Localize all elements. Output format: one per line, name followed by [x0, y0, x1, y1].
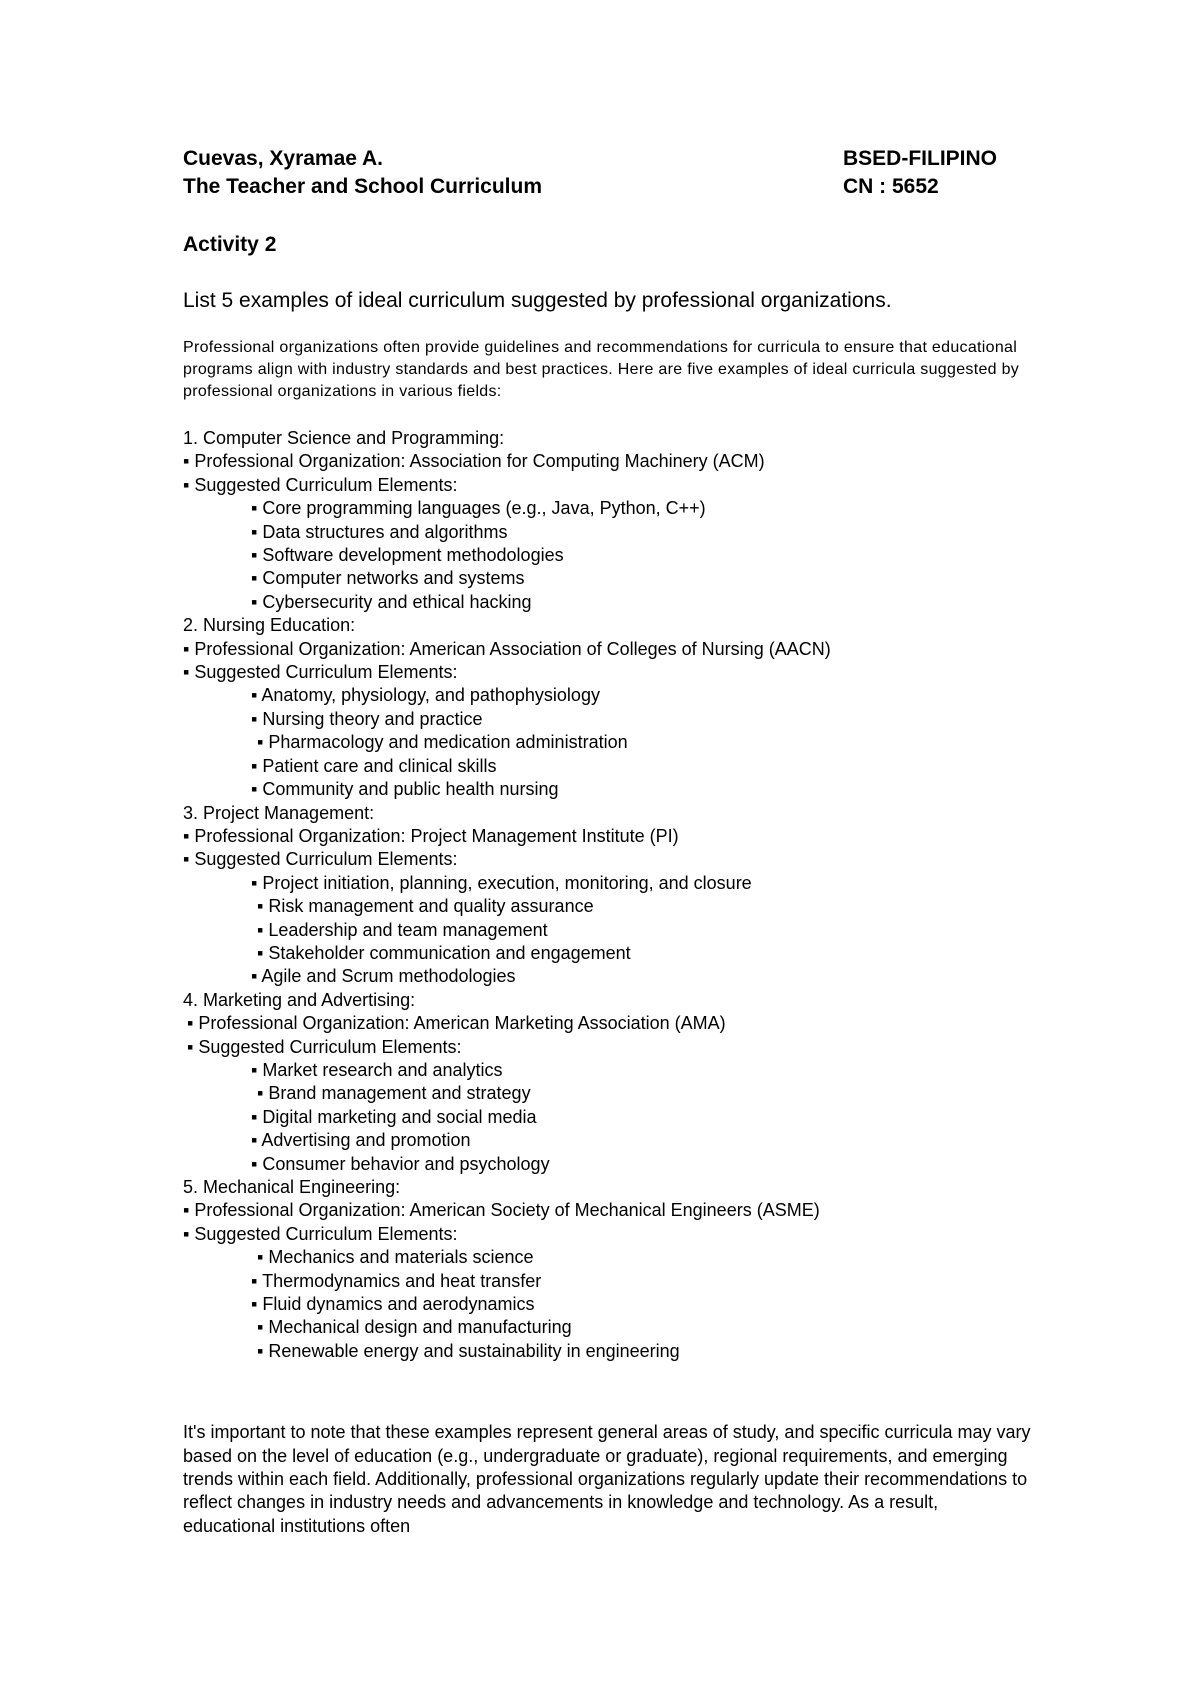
- element-text: Mechanical design and manufacturing: [268, 1317, 572, 1338]
- bullet-icon: ▪: [251, 708, 258, 729]
- bullet-icon: ▪: [251, 1294, 258, 1315]
- element-text: Stakeholder communication and engagement: [268, 942, 631, 963]
- element-text: Brand management and strategy: [268, 1083, 531, 1104]
- element-text: Project initiation, planning, execution, monitoring, and closure: [262, 872, 752, 893]
- bullet-icon: ▪: [251, 498, 258, 519]
- curriculum-element: [183, 567, 1043, 590]
- element-text: Renewable energy and sustainability in engineering: [268, 1340, 680, 1361]
- header-row-2: [183, 173, 1043, 201]
- curriculum-element: [183, 1270, 1043, 1293]
- curriculum-element: [183, 497, 1043, 520]
- section-title: 5. Mechanical Engineering:: [183, 1177, 401, 1197]
- element-text: Data structures and algorithms: [262, 521, 508, 542]
- closing-paragraph: It's important to note that these examples represent general areas of study, and specific curricula may vary based on the level of education (e.g., undergraduate or graduate), regional requirements, and emerging trends within each field. Additionally, professional organizations regularly update their recommendations to reflect changes in industry needs and advancements in knowledge and technology. As a result, educational institutions often: [183, 1422, 1031, 1536]
- bullet-icon: ▪: [251, 685, 258, 706]
- curriculum-element: [183, 1153, 1043, 1176]
- bullet-icon: ▪: [257, 1247, 264, 1268]
- bullet-icon: ▪: [251, 1106, 258, 1127]
- organization-text: Professional Organization: American Marketing Association (AMA): [198, 1013, 726, 1034]
- bullet-icon: ▪: [183, 474, 190, 495]
- elements-label-text: Suggested Curriculum Elements:: [198, 1036, 462, 1057]
- student-name: Cuevas, Xyramae A.: [183, 147, 384, 170]
- elements-label: [183, 848, 1043, 871]
- bullet-icon: ▪: [257, 896, 264, 917]
- header-row-1: [183, 145, 1043, 173]
- curriculum-element: [183, 1129, 1043, 1152]
- bullet-icon: ▪: [251, 1270, 258, 1291]
- question-text: List 5 examples of ideal curriculum suggested by professional organizations.: [183, 289, 892, 312]
- curriculum-element: [183, 778, 1043, 801]
- curriculum-element: [183, 1293, 1043, 1316]
- section-title: 3. Project Management:: [183, 802, 375, 823]
- bullet-icon: ▪: [183, 638, 190, 659]
- bullet-icon: ▪: [257, 919, 264, 940]
- organization-text: Professional Organization: Association for Computing Machinery (ACM): [194, 451, 765, 472]
- element-text: Cybersecurity and ethical hacking: [262, 591, 532, 612]
- element-text: Anatomy, physiology, and pathophysiology: [261, 685, 600, 706]
- section-organization: [183, 1012, 1043, 1035]
- element-text: Risk management and quality assurance: [268, 896, 594, 917]
- bullet-icon: ▪: [251, 779, 258, 800]
- organization-text: Professional Organization: American Society of Mechanical Engineers (ASME): [194, 1200, 820, 1221]
- bullet-icon: ▪: [257, 1340, 264, 1361]
- element-text: Digital marketing and social media: [262, 1106, 537, 1127]
- element-text: Software development methodologies: [262, 545, 564, 566]
- curriculum-element: [183, 521, 1043, 544]
- bullet-icon: ▪: [251, 1153, 258, 1174]
- curriculum-element: [183, 1059, 1043, 1082]
- curriculum-element: [183, 731, 1043, 754]
- bullet-icon: ▪: [257, 732, 264, 753]
- bullet-icon: ▪: [251, 545, 258, 566]
- curriculum-element: [183, 708, 1043, 731]
- element-text: Agile and Scrum methodologies: [261, 966, 516, 987]
- bullet-icon: ▪: [183, 1223, 190, 1244]
- elements-label: [183, 661, 1043, 684]
- element-text: Consumer behavior and psychology: [262, 1153, 550, 1174]
- curriculum-element: [183, 919, 1043, 942]
- bullet-icon: ▪: [251, 966, 258, 987]
- curriculum-element: [183, 755, 1043, 778]
- bullet-icon: ▪: [251, 591, 258, 612]
- bullet-icon: ▪: [251, 755, 258, 776]
- document-page: [183, 145, 1043, 1538]
- element-text: Computer networks and systems: [262, 568, 525, 589]
- element-text: Pharmacology and medication administration: [268, 732, 628, 753]
- element-text: Fluid dynamics and aerodynamics: [262, 1294, 535, 1315]
- element-text: Leadership and team management: [268, 919, 548, 940]
- element-text: Thermodynamics and heat transfer: [262, 1270, 542, 1291]
- curriculum-element: [183, 544, 1043, 567]
- section-title: 2. Nursing Education:: [183, 615, 356, 636]
- elements-label: [183, 1223, 1043, 1246]
- bullet-icon: ▪: [251, 521, 258, 542]
- curriculum-element: [183, 684, 1043, 707]
- curriculum-element: [183, 591, 1043, 614]
- bullet-icon: ▪: [187, 1036, 194, 1057]
- bullet-icon: ▪: [257, 1083, 264, 1104]
- element-text: Core programming languages (e.g., Java, Python, C++): [262, 498, 706, 519]
- bullet-icon: ▪: [183, 1200, 190, 1221]
- curriculum-element: [183, 1246, 1043, 1269]
- bullet-icon: ▪: [251, 568, 258, 589]
- section-organization: [183, 638, 1043, 661]
- activity-title: Activity 2: [183, 233, 277, 256]
- curriculum-element: [183, 1340, 1043, 1363]
- elements-label-text: Suggested Curriculum Elements:: [194, 1223, 458, 1244]
- bullet-icon: ▪: [251, 1059, 258, 1080]
- bullet-icon: ▪: [257, 942, 264, 963]
- course-title: The Teacher and School Curriculum: [183, 175, 543, 198]
- section-title: 1. Computer Science and Programming:: [183, 428, 505, 448]
- elements-label-text: Suggested Curriculum Elements:: [194, 662, 458, 683]
- program-label: BSED-FILIPINO: [843, 147, 998, 170]
- bullet-icon: ▪: [251, 872, 258, 893]
- element-text: Market research and analytics: [262, 1059, 503, 1080]
- bullet-icon: ▪: [183, 849, 190, 870]
- section-organization: [183, 450, 1043, 473]
- elements-label-text: Suggested Curriculum Elements:: [194, 474, 458, 495]
- element-text: Patient care and clinical skills: [262, 755, 497, 776]
- element-text: Mechanics and materials science: [268, 1247, 534, 1268]
- bullet-icon: ▪: [257, 1317, 264, 1338]
- section-organization: [183, 825, 1043, 848]
- curriculum-element: [183, 942, 1043, 965]
- organization-text: Professional Organization: American Association of Colleges of Nursing (AACN): [194, 638, 831, 659]
- element-text: Advertising and promotion: [261, 1130, 471, 1151]
- bullet-icon: ▪: [251, 1130, 258, 1151]
- curriculum-element: [183, 872, 1043, 895]
- element-text: Community and public health nursing: [262, 779, 559, 800]
- bullet-icon: ▪: [183, 662, 190, 683]
- element-text: Nursing theory and practice: [262, 708, 483, 729]
- elements-label: [183, 1036, 1043, 1059]
- curriculum-element: [183, 1082, 1043, 1105]
- curriculum-element: [183, 895, 1043, 918]
- curriculum-element: [183, 1106, 1043, 1129]
- curriculum-element: [183, 965, 1043, 988]
- intro-paragraph: Professional organizations often provide guidelines and recommendations for curricula to ensure that educational programs align with industry standards and best practices. Here are five examples of ideal curricula suggested by professional organizations in various fields:: [183, 339, 1020, 400]
- bullet-icon: ▪: [183, 825, 190, 846]
- organization-text: Professional Organization: Project Management Institute (PI): [194, 825, 679, 846]
- curriculum-element: [183, 1316, 1043, 1339]
- bullet-icon: ▪: [183, 451, 190, 472]
- bullet-icon: ▪: [187, 1013, 194, 1034]
- course-number: CN : 5652: [843, 175, 939, 198]
- curriculum-sections: [183, 427, 1043, 1363]
- section-title: 4. Marketing and Advertising:: [183, 989, 416, 1010]
- elements-label: [183, 474, 1043, 497]
- elements-label-text: Suggested Curriculum Elements:: [194, 849, 458, 870]
- section-organization: [183, 1199, 1043, 1222]
